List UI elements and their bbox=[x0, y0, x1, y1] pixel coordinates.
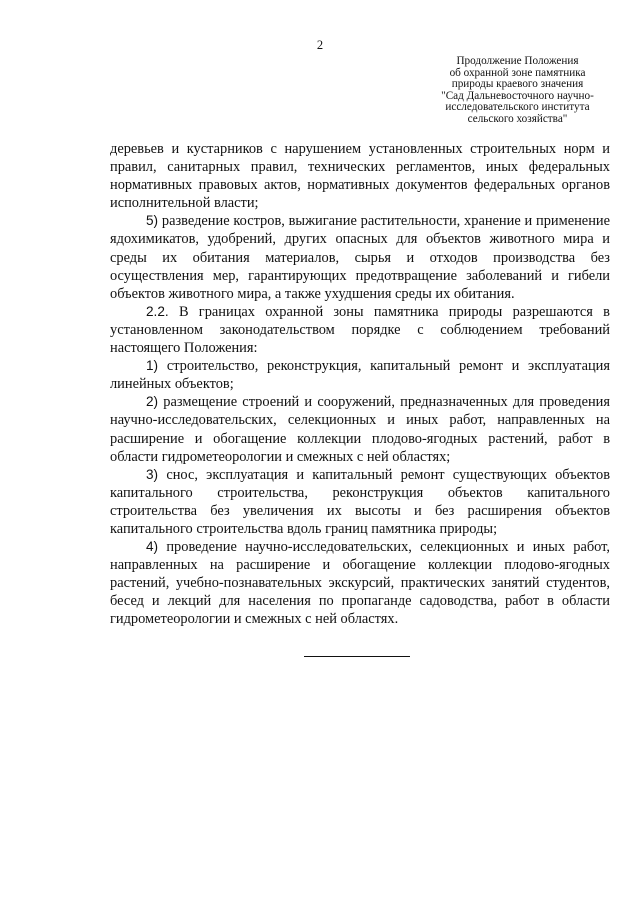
paragraph-text: снос, эксплуатация и капитальный ремонт существующих объектов капитального строительства, реконструкция объектов капитального строительства без увеличения их высоты и без расширения объектов капитального строительства вдоль границ памятника природы; bbox=[110, 466, 610, 537]
item-number: 1) bbox=[146, 358, 159, 374]
section-number: 2.2. bbox=[146, 303, 169, 319]
document-body bbox=[110, 140, 610, 629]
header-line: "Сад Дальневосточного научно- bbox=[441, 89, 594, 102]
header-line: об охранной зоне памятника bbox=[449, 66, 586, 79]
paragraph-item-3 bbox=[110, 466, 610, 538]
item-number: 2) bbox=[146, 394, 159, 410]
paragraph-continuation bbox=[110, 140, 610, 212]
paragraph-text: размещение строений и сооружений, предназначенных для проведения научно-исследовательских, селекционных и иных работ, направленных на расширение и обогащение коллекции плодово-ягодных растений, работ в области гидрометеорологии и смежных с ней областях; bbox=[110, 394, 610, 465]
header-line: сельского хозяйства" bbox=[467, 112, 568, 125]
paragraph-text: деревьев и кустарников с нарушением установленных строительных норм и правил, санитарных правил, технических регламентов, иных федеральных нормативных правовых актов, нормативных документов федеральных органов исполнительной власти; bbox=[110, 141, 610, 212]
item-number: 3) bbox=[146, 466, 159, 482]
document-continuation-header bbox=[410, 56, 625, 126]
paragraph-item-2 bbox=[110, 393, 610, 465]
paragraph-item-4 bbox=[110, 538, 610, 628]
document-end-divider bbox=[304, 656, 410, 657]
header-line: исследовательского института bbox=[445, 101, 590, 114]
page-number: 2 bbox=[316, 38, 324, 52]
item-number: 5) bbox=[146, 213, 159, 229]
header-line: природы краевого значения bbox=[451, 78, 584, 91]
paragraph-text: В границах охранной зоны памятника природы разрешаются в установленном законодательством порядке с соблюдением требований настоящего Положения: bbox=[110, 303, 610, 357]
item-number: 4) bbox=[146, 539, 159, 555]
paragraph-item-5 bbox=[110, 212, 610, 302]
header-line: Продолжение Положения bbox=[456, 55, 579, 67]
paragraph-text: проведение научно-исследовательских, селекционных и иных работ, направленных на расширение и обогащение коллекции плодово-ягодных растений, учебно-познавательных экскурсий, практических занятий студентов, бесед и лекций для населения по пропаганде садоводства, работ в области гидрометеорологии и смежных с ней областях. bbox=[110, 539, 610, 628]
paragraph-section-2-2 bbox=[110, 303, 610, 357]
paragraph-item-1 bbox=[110, 357, 610, 393]
paragraph-text: строительство, реконструкция, капитальный ремонт и эксплуатация линейных объектов; bbox=[110, 358, 610, 393]
paragraph-text: разведение костров, выжигание растительности, хранение и применение ядохимикатов, удобрений, других опасных для объектов животного мира и среды их обитания материалов, сырья и отходов производства без осуществления мер, гарантирующих предотвращение заболеваний и гибели объектов животного мира, а также ухудшения среды их обитания. bbox=[110, 213, 610, 302]
